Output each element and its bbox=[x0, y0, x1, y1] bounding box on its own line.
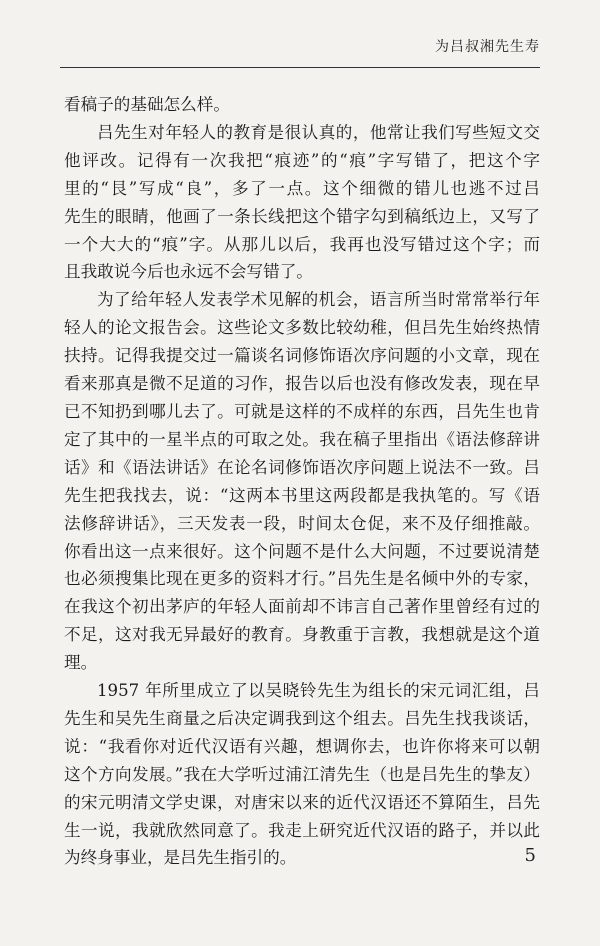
text-line: 说：“我看你对近代汉语有兴趣，想调你去，也许你将来可以朝 bbox=[64, 736, 540, 756]
header-rule bbox=[60, 67, 540, 68]
text-line: 先生的眼睛，他画了一条长线把这个错字勾到稿纸边上，又写了 bbox=[64, 206, 540, 226]
text-line: 不足，这对我无异最好的教育。身教重于言教，我想就是这个道 bbox=[64, 625, 540, 645]
running-head-title: 为吕叔湘先生寿 bbox=[435, 39, 540, 55]
text-line: 看来那真是微不足道的习作，报告以后也没有修改发表，现在早 bbox=[64, 374, 540, 394]
text-line: 理。 bbox=[64, 653, 98, 673]
text-line: 里的“艮”写成“良”，多了一点。这个细微的错儿也逃不过吕 bbox=[64, 178, 540, 198]
text-line: 法修辞讲话》，三天发表一段，时间太仓促，来不及仔细推敲。 bbox=[64, 513, 540, 533]
body-text bbox=[64, 91, 540, 872]
text-line: 定了其中的一星半点的可取之处。我在稿子里指出《语法修辞讲 bbox=[64, 429, 540, 449]
text-line: 生一说，我就欣然同意了。我走上研究近代汉语的路子，并以此 bbox=[64, 820, 540, 840]
text-line: 他评改。记得有一次我把“痕迹”的“痕”字写错了，把这个字 bbox=[64, 150, 540, 170]
text-line: 扶持。记得我提交过一篇谈名词修饰语次序问题的小文章，现在 bbox=[64, 346, 540, 366]
text-line: 吕先生对年轻人的教育是很认真的，他常让我们写些短文交 bbox=[97, 122, 540, 142]
text-line: 你看出这一点来很好。这个问题不是什么大问题，不过要说清楚 bbox=[64, 541, 540, 561]
text-line: 的宋元明清文学史课，对唐宋以来的近代汉语还不算陌生，吕先 bbox=[64, 792, 540, 812]
text-line: 先生和吴先生商量之后决定调我到这个组去。吕先生找我谈话， bbox=[64, 708, 540, 728]
text-line: 先生把我找去，说：“这两本书里这两段都是我执笔的。写《语 bbox=[64, 485, 540, 505]
text-line: 话》和《语法讲话》在论名词修饰语次序问题上说法不一致。吕 bbox=[64, 457, 540, 477]
text-line: 这个方向发展。”我在大学听过浦江清先生（也是吕先生的挚友） bbox=[64, 764, 540, 784]
text-line: 为终身事业，是吕先生指引的。 bbox=[64, 848, 297, 868]
text-line: 轻人的论文报告会。这些论文多数比较幼稚，但吕先生始终热情 bbox=[64, 318, 540, 338]
text-line: 一个大大的“痕”字。从那儿以后，我再也没写错过这个字；而 bbox=[64, 234, 540, 254]
paragraph bbox=[64, 119, 540, 286]
paragraph bbox=[64, 286, 540, 677]
text-line: 为了给年轻人发表学术见解的机会，语言所当时常常举行年 bbox=[97, 290, 540, 310]
text-line: 在我这个初出茅庐的年轻人面前却不讳言自己著作里曾经有过的 bbox=[64, 597, 540, 617]
paragraph bbox=[64, 91, 540, 119]
text-line: 1957 年所里成立了以吴晓铃先生为组长的宋元词汇组，吕 bbox=[97, 681, 540, 701]
text-line: 看稿子的基础怎么样。 bbox=[64, 95, 230, 114]
text-line: 也必须搜集比现在更多的资料才行。”吕先生是名倾中外的专家， bbox=[64, 569, 540, 589]
page-number: 5 bbox=[524, 845, 536, 866]
paragraph bbox=[64, 677, 540, 872]
text-line: 且我敢说今后也永远不会写错了。 bbox=[64, 262, 313, 282]
text-line: 已不知扔到哪儿去了。可就是这样的不成样的东西，吕先生也肯 bbox=[64, 401, 540, 421]
